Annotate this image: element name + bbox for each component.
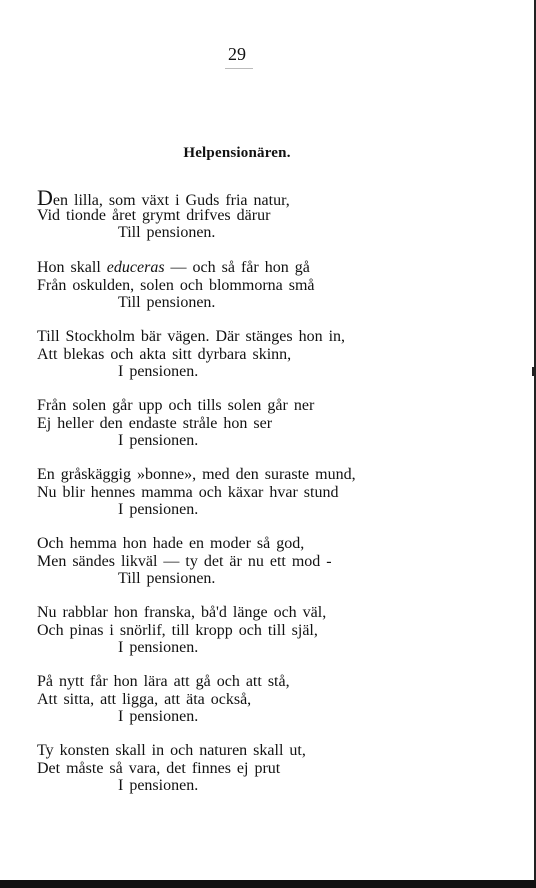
poem-line: Att blekas och akta sitt dyrbara skinn, [37,345,292,363]
poem-line: Nu rabblar hon franska, bå'd länge och väl, [37,604,327,621]
page-number: 29 [228,44,246,64]
poem-line: På nytt får hon lära att gå och att stå, [37,673,290,690]
refrain-line: I pensionen. [118,639,199,656]
refrain-line: I pensionen. [118,432,199,449]
poem-line: Och pinas i snörlif, till kropp och till själ, [37,621,318,639]
poem-line: Från oskulden, solen och blommorna små [37,276,315,294]
stanza-9 [37,742,477,795]
refrain-line: Till pensionen. [118,294,216,311]
poem-line: Vid tionde året grymt drifves därur [37,206,271,224]
stanza-1 [37,185,477,242]
stanza-6 [37,535,477,588]
drop-cap: D [37,185,53,210]
stanza-7 [37,604,477,657]
poem-line: Det måste så vara, det finnes ej prut [37,759,281,777]
poem-line [37,259,477,277]
poem-line: Till Stockholm bär vägen. Där stänges hon in, [37,328,346,345]
refrain-line: I pensionen. [118,708,199,725]
page-number-rule [225,68,253,69]
line-text: Hon skall [37,259,107,276]
refrain-line: Till pensionen. [118,224,216,241]
poem-line: Ej heller den endaste stråle hon ser [37,414,273,432]
poem-line: Från solen går upp och tills solen går ner [37,397,315,414]
poem-line: Men sändes likväl — ty det är nu ett mod - [37,552,332,570]
stanza-4 [37,397,477,450]
stanza-5 [37,466,477,519]
poem-line: Att sitta, att ligga, att äta också, [37,690,252,708]
refrain-line: I pensionen. [118,501,199,518]
line-text: — och så får hon gå [164,259,310,276]
refrain-line: I pensionen. [118,363,199,380]
page-bottom-edge [0,880,536,888]
poem-title: Helpensionären. [183,145,291,161]
poem-line: Nu blir hennes mamma och käxar hvar stund [37,483,339,501]
poem-line: Ty konsten skall in och naturen skall ut, [37,742,306,759]
poem-line: Och hemma hon hade en moder så god, [37,535,305,552]
poem-line: En gråskäggig »bonne», med den suraste mund, [37,466,356,483]
emphasized-word: educeras [106,259,165,276]
poem-line [37,185,477,210]
stanza-8 [37,673,477,726]
line-text: en lilla, som växt i Guds fria natur, [52,192,290,209]
refrain-line: Till pensionen. [118,570,216,587]
stanza-2 [37,259,477,312]
stanza-3 [37,328,477,381]
refrain-line: I pensionen. [118,777,199,794]
